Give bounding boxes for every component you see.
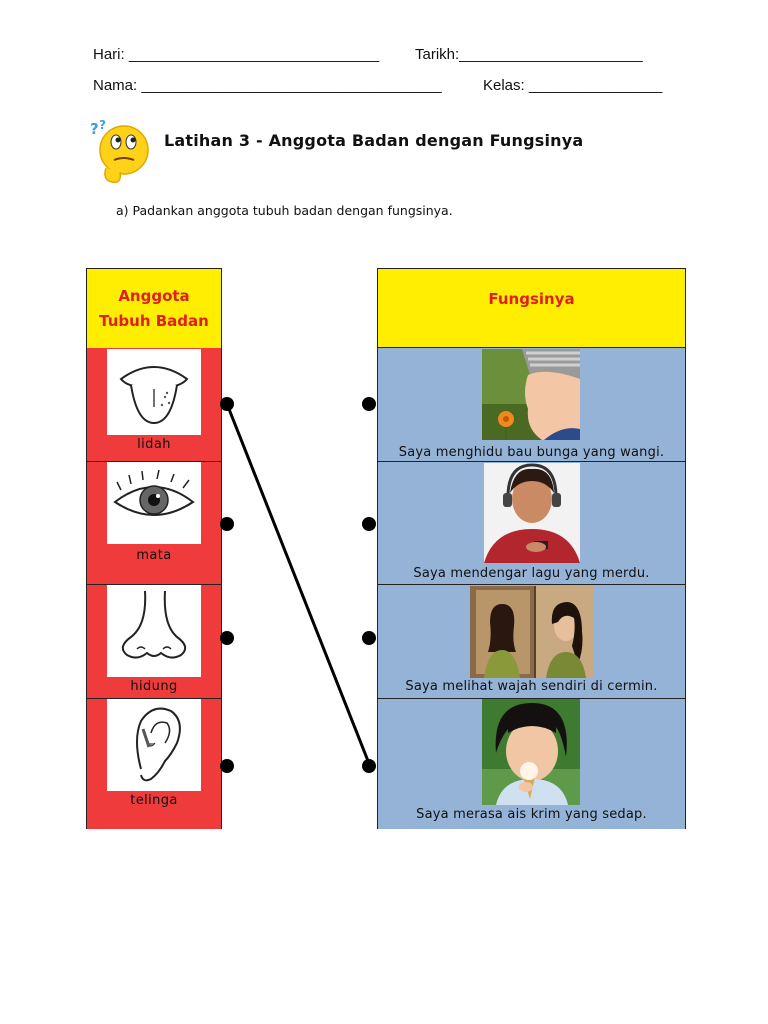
left-header-line2: Tubuh Badan — [99, 311, 209, 330]
function-caption: Saya menghidu bau bunga yang wangi. — [398, 445, 665, 460]
svg-text:?: ? — [99, 118, 106, 132]
body-part-label: lidah — [137, 437, 171, 452]
right-header-label: Fungsinya — [488, 290, 575, 308]
right-dot-smell[interactable] — [362, 397, 376, 411]
matching-line[interactable] — [227, 404, 370, 766]
body-part-label: mata — [136, 548, 172, 563]
function-caption: Saya merasa ais krim yang sedap. — [416, 807, 647, 822]
body-part-label: hidung — [130, 679, 178, 694]
right-dot-taste[interactable] — [362, 759, 376, 773]
worksheet-title: Latihan 3 - Anggota Badan dengan Fungsinya — [164, 131, 584, 150]
hari-field[interactable]: Hari: ______________________________ — [93, 46, 380, 63]
kelas-field[interactable]: Kelas: ________________ — [483, 77, 663, 94]
function-caption: Saya mendengar lagu yang merdu. — [413, 566, 650, 581]
tarikh-field[interactable]: Tarikh:______________________ — [415, 46, 643, 63]
nama-field[interactable]: Nama: ____________________________________ — [93, 77, 442, 94]
body-part-label: telinga — [130, 793, 178, 808]
left-dot-lidah[interactable] — [220, 397, 234, 411]
left-dot-hidung[interactable] — [220, 631, 234, 645]
svg-text:?: ? — [90, 120, 99, 138]
right-dot-hear[interactable] — [362, 517, 376, 531]
left-header-line1: Anggota — [118, 286, 190, 305]
right-dot-see[interactable] — [362, 631, 376, 645]
left-dot-telinga[interactable] — [220, 759, 234, 773]
instruction-text: a) Padankan anggota tubuh badan dengan fungsinya. — [116, 203, 453, 218]
function-caption: Saya melihat wajah sendiri di cermin. — [405, 679, 658, 694]
left-dot-mata[interactable] — [220, 517, 234, 531]
